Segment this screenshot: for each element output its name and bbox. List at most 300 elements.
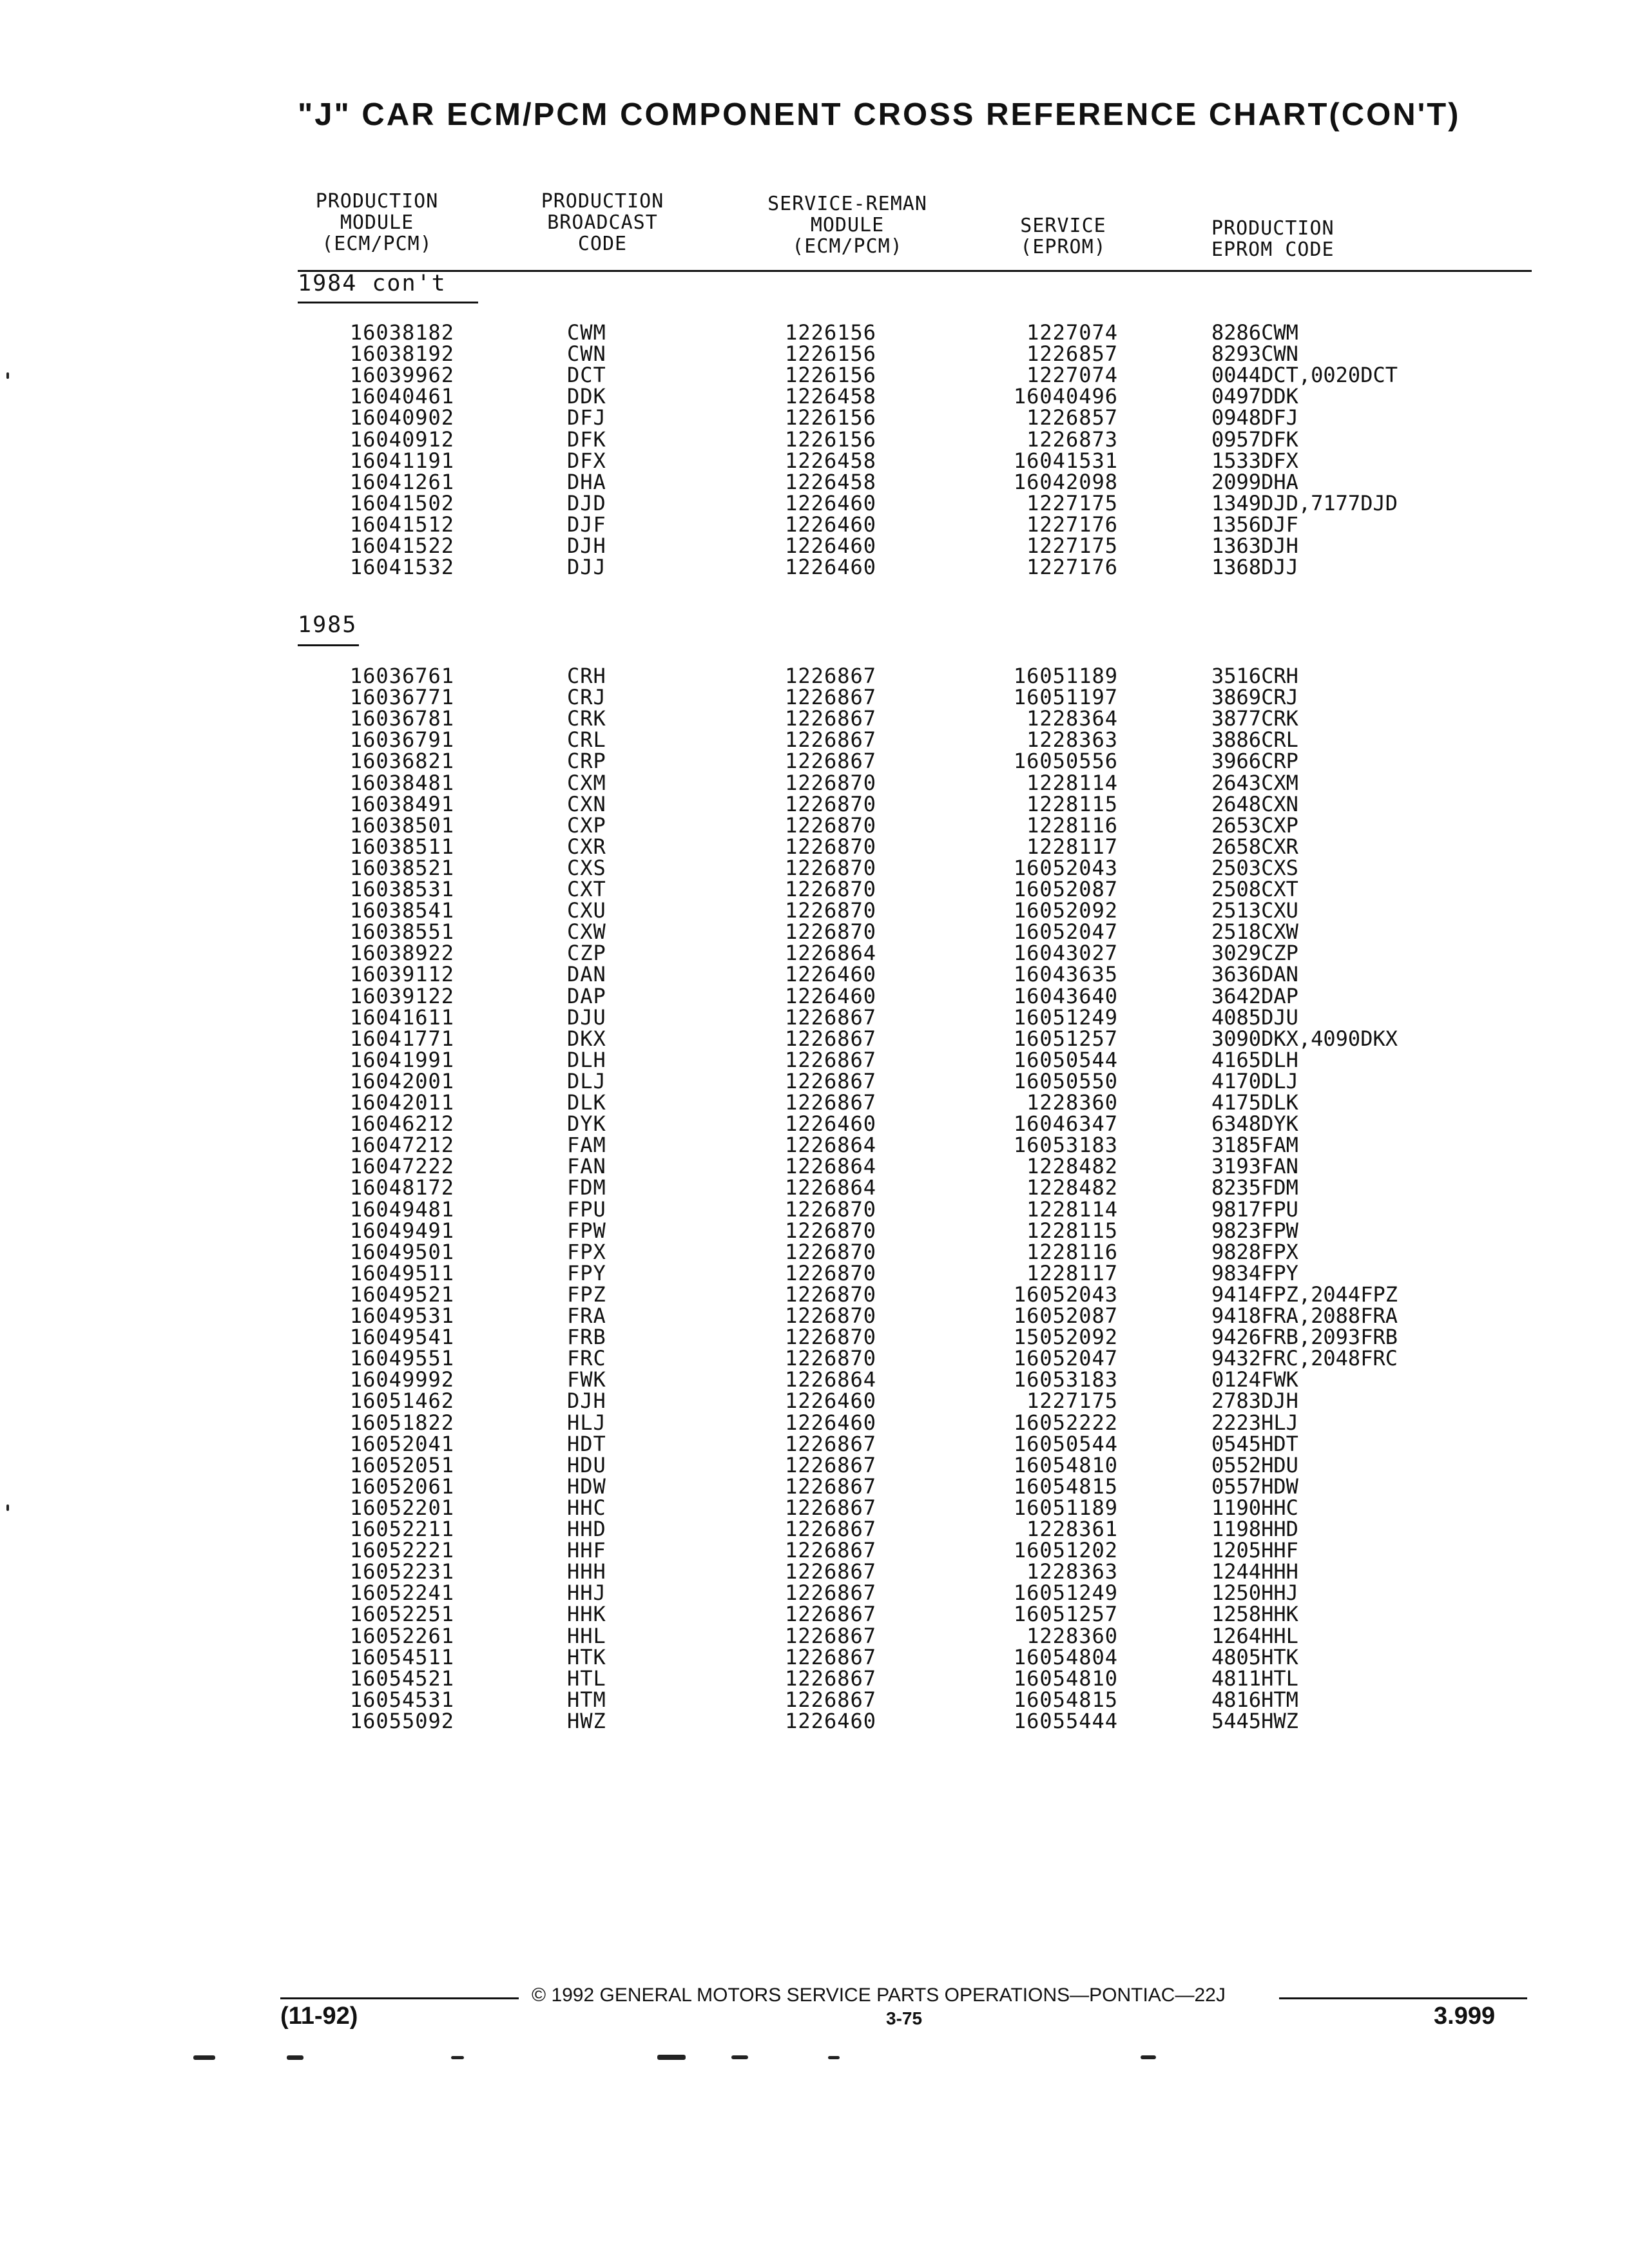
cell-production-eprom-code: 1190HHC <box>1211 1495 1298 1520</box>
cell-production-module: 16042011 <box>349 1090 454 1115</box>
table-row <box>0 514 1629 535</box>
table-row <box>0 1004 1629 1030</box>
cell-production-eprom-code: 3966CRP <box>1211 749 1298 774</box>
cell-service-reman-module: 1226870 <box>785 1196 876 1222</box>
cell-production-module: 16041191 <box>349 448 454 473</box>
table-row <box>0 1561 1629 1582</box>
cell-service-reman-module: 1226870 <box>785 898 876 923</box>
cell-broadcast-code: HTK <box>567 1644 606 1669</box>
cell-production-module: 16038501 <box>349 812 454 838</box>
cell-broadcast-code: CXW <box>567 919 606 945</box>
cell-production-module: 16038491 <box>349 791 454 816</box>
cell-service-eprom: 16051249 <box>1013 1581 1118 1606</box>
cell-production-eprom-code: 0044DCT,0020DCT <box>1211 363 1398 388</box>
cell-broadcast-code: HDT <box>567 1431 606 1456</box>
cell-service-eprom: 1228117 <box>1027 1260 1118 1285</box>
cell-production-module: 16041991 <box>349 1047 454 1072</box>
cell-service-eprom: 16043635 <box>1013 962 1118 987</box>
cell-service-eprom: 1227175 <box>1027 533 1118 558</box>
cell-broadcast-code: DHA <box>567 469 606 494</box>
cell-production-eprom-code: 1264HHL <box>1211 1623 1298 1648</box>
table-row <box>0 1668 1629 1689</box>
year-heading: 1984 con't <box>298 271 447 296</box>
cell-production-eprom-code: 2518CXW <box>1211 919 1298 945</box>
footer-page: 3-75 <box>886 2008 923 2028</box>
cell-broadcast-code: FRA <box>567 1303 606 1328</box>
cell-production-module: 16052061 <box>349 1474 454 1499</box>
cell-service-reman-module: 1226156 <box>785 320 876 345</box>
header-line: PRODUCTION <box>315 190 439 213</box>
cell-service-eprom: 16041531 <box>1013 448 1118 473</box>
table-row <box>0 1284 1629 1305</box>
table-row <box>0 1497 1629 1519</box>
header-production-module <box>284 191 470 255</box>
year-rule <box>298 302 478 303</box>
table-row <box>0 1113 1629 1135</box>
cell-service-eprom: 1228116 <box>1027 1239 1118 1264</box>
cell-service-reman-module: 1226870 <box>785 1218 876 1243</box>
header-broadcast-code <box>509 191 696 255</box>
cell-production-eprom-code: 1363DJH <box>1211 533 1298 558</box>
cell-production-eprom-code: 9817FPU <box>1211 1196 1298 1222</box>
table-row <box>0 1028 1629 1050</box>
cell-service-reman-module: 1226458 <box>785 448 876 473</box>
cell-service-reman-module: 1226867 <box>785 1026 876 1051</box>
cell-service-eprom: 16052043 <box>1013 1282 1118 1307</box>
cell-service-reman-module: 1226460 <box>785 983 876 1008</box>
table-row <box>0 557 1629 578</box>
cell-service-eprom: 1226857 <box>1027 405 1118 430</box>
cell-production-module: 16052041 <box>349 1431 454 1456</box>
cell-production-module: 16036791 <box>349 727 454 753</box>
cell-production-module: 16052211 <box>349 1517 454 1541</box>
cell-production-eprom-code: 0545HDT <box>1211 1431 1298 1456</box>
cell-service-eprom: 1228360 <box>1027 1623 1118 1648</box>
cell-production-eprom-code: 2223HLJ <box>1211 1410 1298 1435</box>
table-row <box>0 1708 1629 1733</box>
cell-production-eprom-code: 9426FRB,2093FRB <box>1211 1325 1398 1350</box>
cell-production-eprom-code: 9834FPY <box>1211 1260 1298 1285</box>
cell-service-eprom: 1227176 <box>1027 512 1118 537</box>
cell-broadcast-code: DKX <box>567 1026 606 1051</box>
cell-service-reman-module: 1226867 <box>785 1623 876 1648</box>
cell-production-module: 16049992 <box>349 1367 454 1392</box>
cell-broadcast-code: FAM <box>567 1133 606 1158</box>
table-row <box>0 469 1629 494</box>
cell-production-module: 16049541 <box>349 1325 454 1350</box>
cell-production-eprom-code: 4816HTM <box>1211 1687 1298 1712</box>
table-row <box>0 1092 1629 1113</box>
cell-service-reman-module: 1226870 <box>785 812 876 838</box>
cell-production-module: 16049551 <box>349 1346 454 1371</box>
cell-broadcast-code: DLH <box>567 1047 606 1072</box>
cell-production-module: 16041771 <box>349 1026 454 1051</box>
table-row <box>0 1431 1629 1456</box>
cell-broadcast-code: FPY <box>567 1260 606 1285</box>
cell-broadcast-code: FRC <box>567 1346 606 1371</box>
cell-production-module: 16038551 <box>349 919 454 945</box>
cell-service-eprom: 16051189 <box>1013 1495 1118 1520</box>
footer-number: 3.999 <box>1434 2003 1496 2030</box>
cell-service-reman-module: 1226460 <box>785 555 876 580</box>
table-row <box>0 729 1629 751</box>
footer-copyright: © 1992 GENERAL MOTORS SERVICE PARTS OPERATIONS—PONTIAC—22J <box>532 1984 1226 2006</box>
cell-service-eprom: 15052092 <box>1013 1325 1118 1350</box>
cell-production-module: 16040902 <box>349 405 454 430</box>
table-row <box>0 1412 1629 1434</box>
cell-service-eprom: 16054810 <box>1013 1666 1118 1691</box>
cell-broadcast-code: CRP <box>567 749 606 774</box>
scan-mark <box>828 2056 840 2059</box>
scan-mark <box>6 1504 9 1511</box>
cell-broadcast-code: DJU <box>567 1004 606 1030</box>
cell-production-eprom-code: 3636DAN <box>1211 962 1298 987</box>
cell-broadcast-code: HHC <box>567 1495 606 1520</box>
cell-service-reman-module: 1226867 <box>785 1538 876 1563</box>
table-row <box>0 1348 1629 1369</box>
scan-mark <box>193 2055 215 2060</box>
cell-production-eprom-code: 0557HDW <box>1211 1474 1298 1499</box>
cell-production-module: 16052251 <box>349 1602 454 1627</box>
table-row <box>0 1390 1629 1412</box>
cell-production-eprom-code: 0552HDU <box>1211 1452 1298 1477</box>
cell-service-eprom: 1228360 <box>1027 1090 1118 1115</box>
cell-broadcast-code: HHH <box>567 1559 606 1584</box>
cell-production-module: 16049481 <box>349 1196 454 1222</box>
table-row <box>0 1177 1629 1198</box>
cell-broadcast-code: CXM <box>567 770 606 795</box>
cell-service-eprom: 1228364 <box>1027 706 1118 731</box>
header-line: CODE <box>577 233 628 255</box>
table-row <box>0 751 1629 772</box>
cell-production-module: 16052201 <box>349 1495 454 1520</box>
cell-service-eprom: 1228115 <box>1027 791 1118 816</box>
cell-service-eprom: 16051202 <box>1013 1538 1118 1563</box>
header-line: SERVICE <box>1020 215 1106 237</box>
table-row <box>0 450 1629 472</box>
cell-service-reman-module: 1226864 <box>785 1175 876 1200</box>
cell-service-eprom: 1227074 <box>1027 363 1118 388</box>
cell-service-reman-module: 1226458 <box>785 384 876 409</box>
table-row <box>0 429 1629 450</box>
cell-service-reman-module: 1226867 <box>785 1068 876 1093</box>
cell-service-reman-module: 1226867 <box>785 1644 876 1669</box>
cell-production-module: 16038192 <box>349 341 454 367</box>
cell-service-reman-module: 1226867 <box>785 1004 876 1030</box>
cell-broadcast-code: CXS <box>567 855 606 880</box>
cell-service-reman-module: 1226864 <box>785 1154 876 1179</box>
cell-service-reman-module: 1226867 <box>785 1090 876 1115</box>
cell-production-eprom-code: 4811HTL <box>1211 1666 1298 1691</box>
cell-production-eprom-code: 1258HHK <box>1211 1602 1298 1627</box>
cell-production-module: 16048172 <box>349 1175 454 1200</box>
table-row <box>0 879 1629 900</box>
cell-production-eprom-code: 5445HWZ <box>1211 1708 1298 1733</box>
cell-production-eprom-code: 4165DLH <box>1211 1047 1298 1072</box>
cell-broadcast-code: HTL <box>567 1666 606 1691</box>
cell-broadcast-code: CXR <box>567 834 606 859</box>
cell-broadcast-code: HHL <box>567 1623 606 1648</box>
scan-mark <box>1141 2055 1156 2059</box>
cell-service-reman-module: 1226867 <box>785 706 876 731</box>
table-row <box>0 407 1629 428</box>
table-row <box>0 1047 1629 1072</box>
cell-production-module: 16049511 <box>349 1260 454 1285</box>
cell-service-eprom: 16052087 <box>1013 877 1118 901</box>
scan-mark <box>287 2055 304 2060</box>
cell-production-eprom-code: 1198HHD <box>1211 1517 1298 1541</box>
cell-production-module: 16055092 <box>349 1708 454 1733</box>
cell-service-reman-module: 1226156 <box>785 363 876 388</box>
cell-broadcast-code: DJJ <box>567 555 606 580</box>
cell-production-module: 16051462 <box>349 1389 454 1414</box>
cell-production-module: 16036761 <box>349 664 454 688</box>
cell-production-eprom-code: 3516CRH <box>1211 664 1298 688</box>
cell-production-module: 16039122 <box>349 983 454 1008</box>
cell-service-eprom: 16052087 <box>1013 1303 1118 1328</box>
cell-production-module: 16049521 <box>349 1282 454 1307</box>
table-row <box>0 1623 1629 1648</box>
cell-production-module: 16040912 <box>349 427 454 452</box>
year-heading: 1985 <box>298 612 358 638</box>
cell-production-eprom-code: 9418FRA,2088FRA <box>1211 1303 1398 1328</box>
cell-service-eprom: 16052222 <box>1013 1410 1118 1435</box>
cell-production-module: 16049491 <box>349 1218 454 1243</box>
table-row <box>0 943 1629 964</box>
header-line: MODULE <box>340 211 414 234</box>
table-row <box>0 708 1629 729</box>
cell-service-eprom: 16050544 <box>1013 1431 1118 1456</box>
cell-service-eprom: 16052092 <box>1013 898 1118 923</box>
table-row <box>0 1239 1629 1264</box>
cell-service-reman-module: 1226864 <box>785 1133 876 1158</box>
table-row <box>0 1476 1629 1497</box>
cell-broadcast-code: DAP <box>567 983 606 1008</box>
cell-production-module: 16038531 <box>349 877 454 901</box>
table-row <box>0 343 1629 365</box>
cell-service-eprom: 1228115 <box>1027 1218 1118 1243</box>
cell-service-eprom: 1226857 <box>1027 341 1118 367</box>
cell-service-eprom: 1228363 <box>1027 727 1118 753</box>
cell-production-module: 16036771 <box>349 685 454 710</box>
cell-production-module: 16052221 <box>349 1538 454 1563</box>
cell-service-reman-module: 1226867 <box>785 1517 876 1541</box>
cell-service-reman-module: 1226867 <box>785 1687 876 1712</box>
cell-production-eprom-code: 2648CXN <box>1211 791 1298 816</box>
header-line: BROADCAST <box>547 211 658 234</box>
cell-production-module: 16038481 <box>349 770 454 795</box>
cell-production-module: 16039962 <box>349 363 454 388</box>
cell-production-eprom-code: 0497DDK <box>1211 384 1298 409</box>
cell-service-eprom: 1228363 <box>1027 1559 1118 1584</box>
cell-production-eprom-code: 2503CXS <box>1211 855 1298 880</box>
cell-broadcast-code: HTM <box>567 1687 606 1712</box>
cell-production-eprom-code: 3642DAP <box>1211 983 1298 1008</box>
cell-production-eprom-code: 1368DJJ <box>1211 555 1298 580</box>
cell-service-reman-module: 1226870 <box>785 1325 876 1350</box>
cell-service-eprom: 1228114 <box>1027 770 1118 795</box>
cell-service-eprom: 16052047 <box>1013 919 1118 945</box>
cell-service-eprom: 16054815 <box>1013 1687 1118 1712</box>
cell-production-eprom-code: 1244HHH <box>1211 1559 1298 1584</box>
header-line: (EPROM) <box>1020 236 1106 258</box>
footer-rule-left <box>280 1997 519 1999</box>
cell-production-eprom-code: 6348DYK <box>1211 1111 1298 1137</box>
table-row <box>0 1156 1629 1177</box>
cell-production-eprom-code: 8293CWN <box>1211 341 1298 367</box>
table-row <box>0 1220 1629 1242</box>
footer-rule-right <box>1279 1997 1527 1999</box>
cell-production-module: 16047212 <box>349 1133 454 1158</box>
cell-service-eprom: 1227175 <box>1027 1389 1118 1414</box>
cell-production-eprom-code: 4805HTK <box>1211 1644 1298 1669</box>
cell-service-eprom: 16043027 <box>1013 941 1118 966</box>
cell-service-eprom: 16054804 <box>1013 1644 1118 1669</box>
cell-service-reman-module: 1226156 <box>785 341 876 367</box>
cell-service-reman-module: 1226867 <box>785 1431 876 1456</box>
cell-service-reman-module: 1226156 <box>785 405 876 430</box>
cell-broadcast-code: DJH <box>567 1389 606 1414</box>
table-row <box>0 1644 1629 1669</box>
cell-service-reman-module: 1226870 <box>785 1260 876 1285</box>
cell-service-eprom: 1228361 <box>1027 1517 1118 1541</box>
cell-production-module: 16049501 <box>349 1239 454 1264</box>
cell-production-module: 16036781 <box>349 706 454 731</box>
table-row <box>0 322 1629 343</box>
table-row <box>0 687 1629 708</box>
header-line: EPROM CODE <box>1211 238 1335 261</box>
cell-broadcast-code: DFJ <box>567 405 606 430</box>
cell-production-module: 16041261 <box>349 469 454 494</box>
cell-production-eprom-code: 8235FDM <box>1211 1175 1298 1200</box>
cell-production-module: 16038521 <box>349 855 454 880</box>
scan-mark <box>731 2055 748 2059</box>
cell-production-eprom-code: 2099DHA <box>1211 469 1298 494</box>
cell-service-eprom: 16052047 <box>1013 1346 1118 1371</box>
cell-service-eprom: 16050544 <box>1013 1047 1118 1072</box>
cell-service-eprom: 1228116 <box>1027 812 1118 838</box>
cell-service-eprom: 1228482 <box>1027 1154 1118 1179</box>
cell-service-reman-module: 1226867 <box>785 1495 876 1520</box>
cell-service-eprom: 1228117 <box>1027 834 1118 859</box>
cell-broadcast-code: DFK <box>567 427 606 452</box>
cell-service-reman-module: 1226460 <box>785 1410 876 1435</box>
cell-production-module: 16052231 <box>349 1559 454 1584</box>
cell-production-module: 16054531 <box>349 1687 454 1712</box>
cell-service-eprom: 16055444 <box>1013 1708 1118 1733</box>
table-row <box>0 855 1629 880</box>
cell-service-reman-module: 1226867 <box>785 1581 876 1606</box>
header-production-eprom <box>1211 218 1418 260</box>
cell-service-eprom: 16043640 <box>1013 983 1118 1008</box>
cell-service-reman-module: 1226867 <box>785 1559 876 1584</box>
cell-production-module: 16041611 <box>349 1004 454 1030</box>
table-row <box>0 836 1629 858</box>
cell-broadcast-code: CWN <box>567 341 606 367</box>
cell-service-eprom: 16051189 <box>1013 664 1118 688</box>
cell-production-module: 16036821 <box>349 749 454 774</box>
cell-service-reman-module: 1226460 <box>785 1389 876 1414</box>
scan-mark <box>6 372 9 379</box>
cell-service-eprom: 16051249 <box>1013 1004 1118 1030</box>
cell-service-eprom: 16051197 <box>1013 685 1118 710</box>
cell-production-eprom-code: 3193FAN <box>1211 1154 1298 1179</box>
cell-broadcast-code: DDK <box>567 384 606 409</box>
cell-broadcast-code: FPZ <box>567 1282 606 1307</box>
cell-production-eprom-code: 1250HHJ <box>1211 1581 1298 1606</box>
table-row <box>0 386 1629 407</box>
cell-production-eprom-code: 2508CXT <box>1211 877 1298 901</box>
cell-production-eprom-code: 2653CXP <box>1211 812 1298 838</box>
cell-production-eprom-code: 1356DJF <box>1211 512 1298 537</box>
cell-service-reman-module: 1226870 <box>785 1239 876 1264</box>
cell-service-eprom: 1227074 <box>1027 320 1118 345</box>
header-line: PRODUCTION <box>1211 217 1335 240</box>
cell-production-eprom-code: 3185FAM <box>1211 1133 1298 1158</box>
cell-broadcast-code: FAN <box>567 1154 606 1179</box>
cell-production-eprom-code: 9432FRC,2048FRC <box>1211 1346 1398 1371</box>
table-row <box>0 1068 1629 1093</box>
cell-service-reman-module: 1226460 <box>785 1708 876 1733</box>
cell-broadcast-code: CXT <box>567 877 606 901</box>
cell-broadcast-code: CZP <box>567 941 606 966</box>
cell-broadcast-code: DLJ <box>567 1068 606 1093</box>
page-title: "J" CAR ECM/PCM COMPONENT CROSS REFERENCE CHART(CON'T) <box>298 97 1461 132</box>
table-row <box>0 921 1629 943</box>
cell-broadcast-code: DJH <box>567 533 606 558</box>
cell-broadcast-code: DAN <box>567 962 606 987</box>
cell-production-module: 16040461 <box>349 384 454 409</box>
cell-service-reman-module: 1226460 <box>785 512 876 537</box>
cell-service-eprom: 1228114 <box>1027 1196 1118 1222</box>
cell-service-reman-module: 1226460 <box>785 533 876 558</box>
cell-broadcast-code: DJD <box>567 490 606 515</box>
cell-broadcast-code: FPW <box>567 1218 606 1243</box>
table-row <box>0 791 1629 816</box>
cell-production-module: 16052261 <box>349 1623 454 1648</box>
cell-broadcast-code: FPU <box>567 1196 606 1222</box>
table-row <box>0 983 1629 1008</box>
cell-service-eprom: 16042098 <box>1013 469 1118 494</box>
cell-service-eprom: 16050556 <box>1013 749 1118 774</box>
cell-production-module: 16041512 <box>349 512 454 537</box>
cell-service-eprom: 16053183 <box>1013 1367 1118 1392</box>
cell-production-eprom-code: 0948DFJ <box>1211 405 1298 430</box>
header-service-eprom <box>979 215 1147 258</box>
cell-service-eprom: 16051257 <box>1013 1602 1118 1627</box>
cell-broadcast-code: DYK <box>567 1111 606 1137</box>
cell-service-reman-module: 1226867 <box>785 749 876 774</box>
cell-service-reman-module: 1226870 <box>785 877 876 901</box>
cell-production-module: 16046212 <box>349 1111 454 1137</box>
table-row <box>0 490 1629 515</box>
header-line: (ECM/PCM) <box>322 233 432 255</box>
cell-broadcast-code: FWK <box>567 1367 606 1392</box>
cell-production-eprom-code: 3090DKX,4090DKX <box>1211 1026 1398 1051</box>
cell-service-reman-module: 1226460 <box>785 962 876 987</box>
cell-service-eprom: 1227175 <box>1027 490 1118 515</box>
cell-service-reman-module: 1226864 <box>785 1367 876 1392</box>
table-row <box>0 1604 1629 1625</box>
footer-date: (11-92) <box>280 2003 358 2030</box>
cell-service-eprom: 16051257 <box>1013 1026 1118 1051</box>
cell-broadcast-code: DLK <box>567 1090 606 1115</box>
table-row <box>0 1327 1629 1348</box>
cell-service-reman-module: 1226867 <box>785 685 876 710</box>
year-rule <box>298 644 359 646</box>
cell-service-eprom: 16052043 <box>1013 855 1118 880</box>
cell-production-eprom-code: 3886CRL <box>1211 727 1298 753</box>
